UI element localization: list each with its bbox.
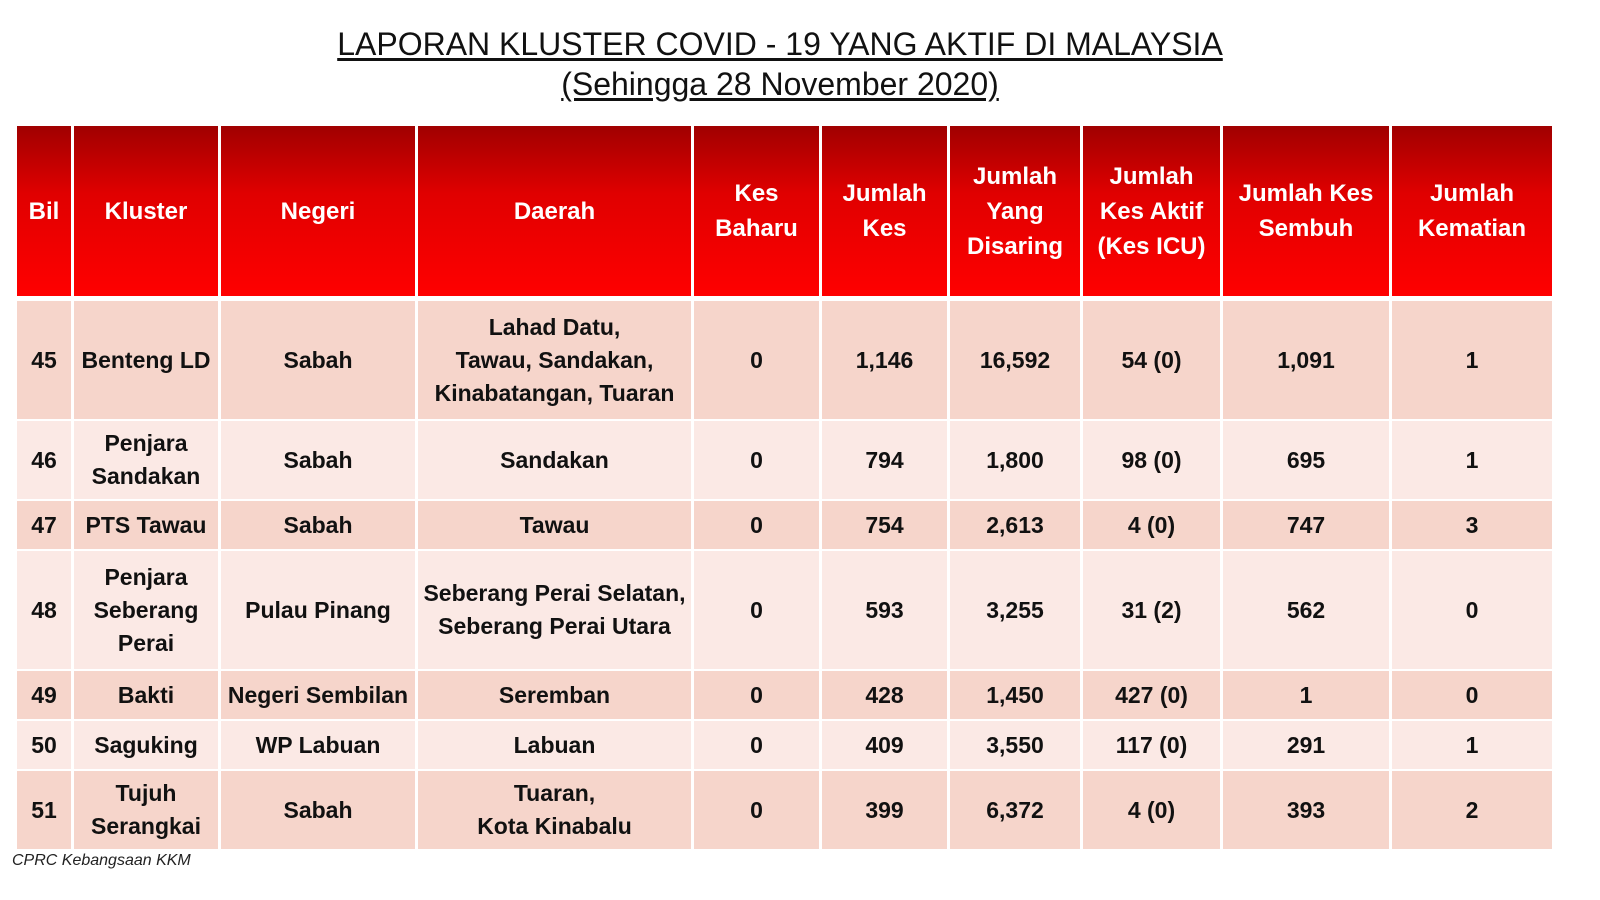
cell-jumlah-disaring: 16,592 [950, 301, 1080, 419]
cell-kluster: Penjara Sandakan [74, 421, 218, 499]
report-title [0, 24, 1560, 104]
cell-jumlah-kes-aktif: 4 (0) [1083, 771, 1220, 849]
title-line-2: (Sehingga 28 November 2020) [561, 66, 999, 102]
cell-daerah: Seremban [418, 671, 691, 719]
cell-kluster: Saguking [74, 721, 218, 769]
cell-jumlah-kematian: 1 [1392, 301, 1552, 419]
cell-jumlah-sembuh: 1 [1223, 671, 1389, 719]
cell-daerah: Tawau [418, 501, 691, 549]
cell-jumlah-kes-aktif: 4 (0) [1083, 501, 1220, 549]
cell-negeri: Pulau Pinang [221, 551, 415, 669]
cell-kluster: Penjara Seberang Perai [74, 551, 218, 669]
cell-negeri: Negeri Sembilan [221, 671, 415, 719]
cell-jumlah-kes-aktif: 427 (0) [1083, 671, 1220, 719]
cell-jumlah-disaring: 2,613 [950, 501, 1080, 549]
table-header [17, 126, 1552, 299]
cell-negeri: Sabah [221, 771, 415, 849]
cell-daerah: Labuan [418, 721, 691, 769]
table-row [17, 671, 1552, 719]
table-row [17, 501, 1552, 549]
cell-negeri: Sabah [221, 301, 415, 419]
cell-daerah: Sandakan [418, 421, 691, 499]
cell-jumlah-disaring: 1,450 [950, 671, 1080, 719]
source-note: CPRC Kebangsaan KKM [12, 852, 191, 869]
cell-jumlah-sembuh: 393 [1223, 771, 1389, 849]
cell-jumlah-sembuh: 291 [1223, 721, 1389, 769]
cell-bil: 50 [17, 721, 71, 769]
cell-kes-baharu: 0 [694, 551, 819, 669]
cell-jumlah-kes-aktif: 31 (2) [1083, 551, 1220, 669]
cell-kes-baharu: 0 [694, 501, 819, 549]
cell-jumlah-sembuh: 695 [1223, 421, 1389, 499]
cell-kes-baharu: 0 [694, 301, 819, 419]
title-line-1: LAPORAN KLUSTER COVID - 19 YANG AKTIF DI MALAYSIA [337, 26, 1223, 62]
cell-negeri: WP Labuan [221, 721, 415, 769]
cell-negeri: Sabah [221, 421, 415, 499]
table-row [17, 551, 1552, 669]
cell-jumlah-kematian: 0 [1392, 671, 1552, 719]
cell-kes-baharu: 0 [694, 771, 819, 849]
cell-bil: 51 [17, 771, 71, 849]
cell-jumlah-kes: 399 [822, 771, 947, 849]
cell-jumlah-kes: 1,146 [822, 301, 947, 419]
cell-jumlah-kes: 794 [822, 421, 947, 499]
header-jumlah-disaring: Jumlah Yang Disaring [950, 126, 1080, 299]
cell-bil: 49 [17, 671, 71, 719]
cell-jumlah-kes: 409 [822, 721, 947, 769]
cell-jumlah-kes: 593 [822, 551, 947, 669]
table-row [17, 771, 1552, 849]
cell-bil: 46 [17, 421, 71, 499]
cell-kluster: Tujuh Serangkai [74, 771, 218, 849]
cell-jumlah-sembuh: 1,091 [1223, 301, 1389, 419]
cell-kluster: Bakti [74, 671, 218, 719]
cell-jumlah-disaring: 6,372 [950, 771, 1080, 849]
cell-jumlah-kematian: 0 [1392, 551, 1552, 669]
cell-bil: 47 [17, 501, 71, 549]
cell-jumlah-kes: 754 [822, 501, 947, 549]
cell-jumlah-disaring: 3,550 [950, 721, 1080, 769]
header-negeri: Negeri [221, 126, 415, 299]
header-jumlah-sembuh: Jumlah Kes Sembuh [1223, 126, 1389, 299]
header-kluster: Kluster [74, 126, 218, 299]
cell-jumlah-disaring: 3,255 [950, 551, 1080, 669]
cell-daerah: Seberang Perai Selatan, Seberang Perai Utara [418, 551, 691, 669]
cell-kes-baharu: 0 [694, 721, 819, 769]
header-row [17, 126, 1552, 299]
cell-kes-baharu: 0 [694, 671, 819, 719]
header-jumlah-kes-aktif: Jumlah Kes Aktif (Kes ICU) [1083, 126, 1220, 299]
header-jumlah-kematian: Jumlah Kematian [1392, 126, 1552, 299]
cell-daerah: Tuaran, Kota Kinabalu [418, 771, 691, 849]
cell-jumlah-kes-aktif: 98 (0) [1083, 421, 1220, 499]
cell-kluster: Benteng LD [74, 301, 218, 419]
cluster-table [14, 124, 1555, 851]
header-daerah: Daerah [418, 126, 691, 299]
cell-jumlah-kes-aktif: 54 (0) [1083, 301, 1220, 419]
cell-jumlah-sembuh: 747 [1223, 501, 1389, 549]
cell-daerah: Lahad Datu, Tawau, Sandakan, Kinabatangan, Tuaran [418, 301, 691, 419]
table-row [17, 421, 1552, 499]
table-row [17, 721, 1552, 769]
table-body [17, 301, 1552, 849]
header-bil: Bil [17, 126, 71, 299]
cell-bil: 45 [17, 301, 71, 419]
header-kes-baharu: Kes Baharu [694, 126, 819, 299]
cell-jumlah-kematian: 3 [1392, 501, 1552, 549]
cell-jumlah-kematian: 2 [1392, 771, 1552, 849]
cell-jumlah-kematian: 1 [1392, 421, 1552, 499]
cell-jumlah-sembuh: 562 [1223, 551, 1389, 669]
table-row [17, 301, 1552, 419]
cell-kluster: PTS Tawau [74, 501, 218, 549]
cell-jumlah-kes: 428 [822, 671, 947, 719]
cell-jumlah-kematian: 1 [1392, 721, 1552, 769]
cell-bil: 48 [17, 551, 71, 669]
cell-negeri: Sabah [221, 501, 415, 549]
cell-jumlah-disaring: 1,800 [950, 421, 1080, 499]
cell-jumlah-kes-aktif: 117 (0) [1083, 721, 1220, 769]
cell-kes-baharu: 0 [694, 421, 819, 499]
header-jumlah-kes: Jumlah Kes [822, 126, 947, 299]
